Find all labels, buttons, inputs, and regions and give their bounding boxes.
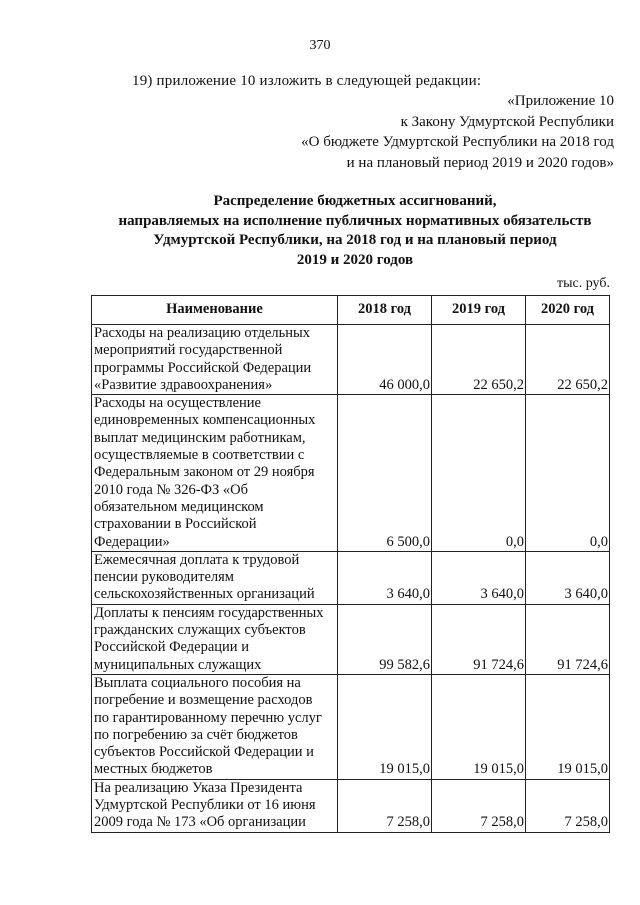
header-name: Наименование	[92, 296, 338, 325]
unit-label: тыс. руб.	[557, 276, 610, 291]
row-name	[92, 325, 338, 395]
row-name-line: пенсии руководителям	[94, 569, 234, 586]
value-2019: 0,0	[432, 395, 526, 552]
value-2018: 3 640,0	[338, 551, 432, 604]
annex-line: «О бюджете Удмуртской Республики на 2018 год	[301, 134, 614, 150]
row-name	[92, 779, 338, 832]
header-2020: 2020 год	[526, 296, 610, 325]
title-line: Распределение бюджетных ассигнований,	[213, 193, 497, 209]
value-2019: 19 015,0	[432, 674, 526, 779]
document-title	[0, 192, 640, 270]
row-name-line: единовременных компенсационных	[94, 412, 316, 429]
value-2020: 22 650,2	[526, 325, 610, 395]
row-name-line: погребение и возмещение расходов	[94, 692, 313, 709]
row-name-line: страховании в Российской	[94, 516, 257, 533]
row-name-line: субъектов Российской Федерации и	[94, 744, 314, 761]
row-name-line: Расходы на осуществление	[94, 395, 261, 412]
row-name-line: Расходы на реализацию отдельных	[94, 325, 311, 341]
annex-line: «Приложение 10	[507, 93, 614, 109]
row-name-line: мероприятий государственной	[94, 342, 283, 359]
row-name-line: осуществляемые в соответствии с	[94, 447, 305, 464]
row-name-line: выплат медицинским работникам,	[94, 429, 306, 446]
table-row	[92, 604, 610, 674]
header-2019: 2019 год	[432, 296, 526, 325]
title-line: Удмуртской Республики, на 2018 год и на плановый период	[153, 232, 557, 248]
row-name-line: Ежемесячная доплата к трудовой	[94, 551, 300, 568]
row-name-line: программы Российской Федерации	[94, 359, 312, 376]
row-name-line: Доплаты к пенсиям государственных	[94, 604, 324, 621]
value-2019: 7 258,0	[432, 779, 526, 832]
value-2018: 46 000,0	[338, 325, 432, 395]
row-name-line: местных бюджетов	[94, 761, 213, 778]
row-name-line: 2010 года № 326-ФЗ «Об	[94, 481, 248, 498]
row-name	[92, 551, 338, 604]
row-name-line: сельскохозяйственных организаций	[94, 586, 315, 603]
budget-table	[91, 295, 610, 833]
value-2019: 22 650,2	[432, 325, 526, 395]
value-2018: 7 258,0	[338, 779, 432, 832]
value-2020: 91 724,6	[526, 604, 610, 674]
title-line: направляемых на исполнение публичных нормативных обязательств	[118, 212, 592, 229]
row-name	[92, 604, 338, 674]
table-header-row	[92, 296, 610, 325]
table-body	[92, 325, 610, 833]
value-2020: 19 015,0	[526, 674, 610, 779]
value-2020: 7 258,0	[526, 779, 610, 832]
value-2018: 6 500,0	[338, 395, 432, 552]
title-line: 2019 и 2020 годов	[296, 251, 414, 268]
row-name	[92, 395, 338, 552]
value-2018: 19 015,0	[338, 674, 432, 779]
row-name-line: 2009 года № 173 «Об организации	[94, 814, 306, 831]
header-2018: 2018 год	[338, 296, 432, 325]
row-name-line: по погребению за счёт бюджетов	[94, 726, 298, 743]
annex-line: и на плановый период 2019 и 2020 годов»	[346, 154, 614, 171]
table-row	[92, 551, 610, 604]
row-name-line: Выплата социального пособия на	[94, 674, 301, 691]
intro-line: 19) приложение 10 изложить в следующей редакции:	[132, 73, 482, 89]
page-number: 370	[309, 38, 331, 53]
row-name-line: Федеральным законом от 29 ноября	[94, 464, 315, 481]
row-name-line: муниципальных служащих	[94, 656, 262, 673]
table-row	[92, 325, 610, 395]
row-name-line: На реализацию Указа Президента	[94, 779, 303, 796]
value-2020: 0,0	[526, 395, 610, 552]
value-2018: 99 582,6	[338, 604, 432, 674]
row-name-line: «Развитие здравоохранения»	[94, 376, 273, 393]
row-name-line: по гарантированному перечню услуг	[94, 709, 322, 726]
row-name-line: Федерации»	[94, 533, 170, 550]
row-name-line: Российской Федерации и	[94, 639, 249, 656]
value-2019: 91 724,6	[432, 604, 526, 674]
table-row	[92, 395, 610, 552]
annex-line: к Закону Удмуртской Республики	[400, 113, 614, 130]
row-name-line: обязательном медицинском	[94, 498, 264, 515]
table-row	[92, 779, 610, 832]
annex-header	[301, 91, 614, 173]
row-name	[92, 674, 338, 779]
value-2019: 3 640,0	[432, 551, 526, 604]
table-row	[92, 674, 610, 779]
value-2020: 3 640,0	[526, 551, 610, 604]
row-name-line: Удмуртской Республики от 16 июня	[94, 797, 316, 814]
row-name-line: гражданских служащих субъектов	[94, 622, 306, 639]
